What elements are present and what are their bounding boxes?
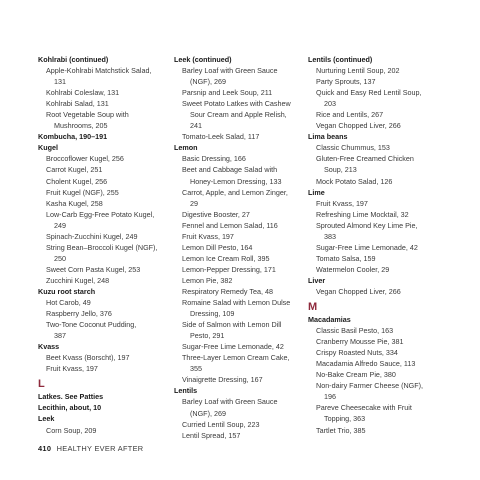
index-entry: Refreshing Lime Mocktail, 32 [316,209,409,219]
index-entry: Side of Salmon with Lemon Dill [182,320,282,330]
index-entry: Macadamia Alfredo Sauce, 113 [316,359,416,369]
section-letter: L [38,378,45,391]
index-entry-continuation: (NGF), 269 [190,77,226,87]
index-entry: Fennel and Lemon Salad, 116 [182,220,278,230]
index-entry: Watermelon Cooler, 29 [316,264,390,274]
book-title: HEALTHY EVER AFTER [56,444,144,453]
index-heading: Lima beans [308,132,348,142]
index-entry: Tomato-Leek Salad, 117 [182,132,260,142]
index-entry: Three-Layer Lemon Cream Cake, [182,353,290,363]
index-entry: Vinaigrette Dressing, 167 [182,375,263,385]
index-entry: Lemon-Pepper Dressing, 171 [182,264,276,274]
index-heading: Liver [308,275,326,285]
index-heading: Kvass [38,342,60,352]
index-entry: Root Vegetable Soup with [46,110,129,120]
index-heading: Kombucha, 190–191 [38,132,108,142]
index-entry: Carrot Kugel, 251 [46,165,103,175]
index-column-2 [174,54,310,441]
index-entry: Sugar-Free Lime Lemonade, 42 [182,342,284,352]
index-heading: Lime [308,187,325,197]
index-entry: Two-Tone Coconut Pudding, [46,320,137,330]
index-entry: Sugar-Free Lime Lemonade, 42 [316,242,418,252]
index-entry: Basic Dressing, 166 [182,154,246,164]
index-entry: Hot Carob, 49 [46,298,91,308]
index-entry: Classic Basil Pesto, 163 [316,326,394,336]
index-heading: Macadamias [308,315,351,325]
index-entry-continuation: Pesto, 291 [190,331,225,341]
index-entry: Beet and Cabbage Salad with [182,165,278,175]
index-entry: Respiratory Remedy Tea, 48 [182,286,273,296]
index-heading: Kuzu root starch [38,286,96,296]
index-heading: Leek [38,414,55,424]
index-entry: No-Bake Cream Pie, 380 [316,370,396,380]
index-entry-continuation: 250 [54,253,66,263]
index-entry: Fruit Kvass, 197 [316,198,368,208]
index-entry: Lemon Dill Pesto, 164 [182,242,253,252]
index-entry: Mock Potato Salad, 126 [316,176,393,186]
index-entry-continuation: 131 [54,77,66,87]
index-entry: Classic Chummus, 153 [316,143,390,153]
index-entry: Beet Kvass (Borscht), 197 [46,353,130,363]
index-entry: Pareve Cheesecake with Fruit [316,403,412,413]
index-entry: Quick and Easy Red Lentil Soup, [316,88,422,98]
index-entry: Tartlet Trio, 385 [316,425,366,435]
index-heading: Kohlrabi (continued) [38,55,109,64]
index-heading: Latkes. See Patties [38,392,104,402]
page-number: 410 [38,444,52,453]
index-entry-continuation: 29 [190,198,198,208]
index-entry-continuation: Topping, 363 [324,414,366,424]
index-entry-continuation: 241 [190,121,202,131]
index-entry: Kohlrabi Salad, 131 [46,99,109,109]
index-column-3 [308,54,448,436]
index-heading: Lecithin, about, 10 [38,403,102,413]
index-heading: Leek (continued) [174,55,232,64]
index-entry-continuation: Sour Cream and Apple Relish, [190,110,287,120]
index-entry: Fruit Kugel (NGF), 255 [46,187,119,197]
index-entry: Carrot, Apple, and Lemon Zinger, [182,187,288,197]
index-entry: Party Sprouts, 137 [316,77,376,87]
index-entry: String Bean–Broccoli Kugel (NGF), [46,242,158,252]
section-letter: M [308,301,318,314]
index-entry: Fruit Kvass, 197 [46,364,98,374]
index-entry: Sprouted Almond Key Lime Pie, [316,220,418,230]
page-footer [38,444,143,453]
index-entry: Low-Carb Egg-Free Potato Kugel, [46,209,155,219]
index-entry: Lemon Pie, 382 [182,275,233,285]
index-entry: Vegan Chopped Liver, 266 [316,121,401,131]
index-entry-continuation: 249 [54,220,66,230]
index-entry: Barley Loaf with Green Sauce [182,397,278,407]
index-entry: Romaine Salad with Lemon Dulse [182,298,291,308]
index-entry: Lemon Ice Cream Roll, 395 [182,253,270,263]
index-entry: Cholent Kugel, 256 [46,176,108,186]
index-entry: Lentil Spread, 157 [182,430,241,440]
index-entry: Barley Loaf with Green Sauce [182,66,278,76]
index-entry-continuation: 196 [324,392,336,402]
index-entry-continuation: 203 [324,99,336,109]
index-entry: Kohlrabi Coleslaw, 131 [46,88,120,98]
index-entry: Sweet Potato Latkes with Cashew [182,99,291,109]
index-entry: Spinach-Zucchini Kugel, 249 [46,231,138,241]
index-entry: Non-dairy Farmer Cheese (NGF), [316,381,424,391]
index-entry-continuation: Soup, 213 [324,165,357,175]
index-entry-continuation: 383 [324,231,336,241]
index-entry: Zucchini Kugel, 248 [46,275,110,285]
index-entry: Curried Lentil Soup, 223 [182,419,260,429]
index-entry: Nurturing Lentil Soup, 202 [316,66,400,76]
index-entry: Parsnip and Leek Soup, 211 [182,88,273,98]
index-entry-continuation: Dressing, 109 [190,309,235,319]
index-heading: Lentils (continued) [308,55,373,64]
index-entry-continuation: 387 [54,331,66,341]
index-entry: Fruit Kvass, 197 [182,231,234,241]
index-entry: Vegan Chopped Liver, 266 [316,286,401,296]
index-entry: Gluten-Free Creamed Chicken [316,154,414,164]
index-heading: Lentils [174,386,198,396]
index-heading: Lemon [174,143,198,153]
index-entry: Cranberry Mousse Pie, 381 [316,337,404,347]
index-entry: Kasha Kugel, 258 [46,198,103,208]
index-entry-continuation: Mushrooms, 205 [54,121,108,131]
index-column-1 [38,54,174,436]
index-entry: Sweet Corn Pasta Kugel, 253 [46,264,141,274]
index-entry: Digestive Booster, 27 [182,209,250,219]
index-entry: Tomato Salsa, 159 [316,253,376,263]
index-heading: Kugel [38,143,58,153]
index-entry: Crispy Roasted Nuts, 334 [316,348,398,358]
index-entry: Corn Soup, 209 [46,425,97,435]
index-entry: Raspberry Jello, 376 [46,309,112,319]
index-entry: Apple-Kohlrabi Matchstick Salad, [46,66,152,76]
index-entry-continuation: (NGF), 269 [190,408,226,418]
index-entry-continuation: Honey-Lemon Dressing, 133 [190,176,282,186]
index-entry: Rice and Lentils, 267 [316,110,384,120]
index-entry: Broccoflower Kugel, 256 [46,154,124,164]
index-entry-continuation: 355 [190,364,202,374]
